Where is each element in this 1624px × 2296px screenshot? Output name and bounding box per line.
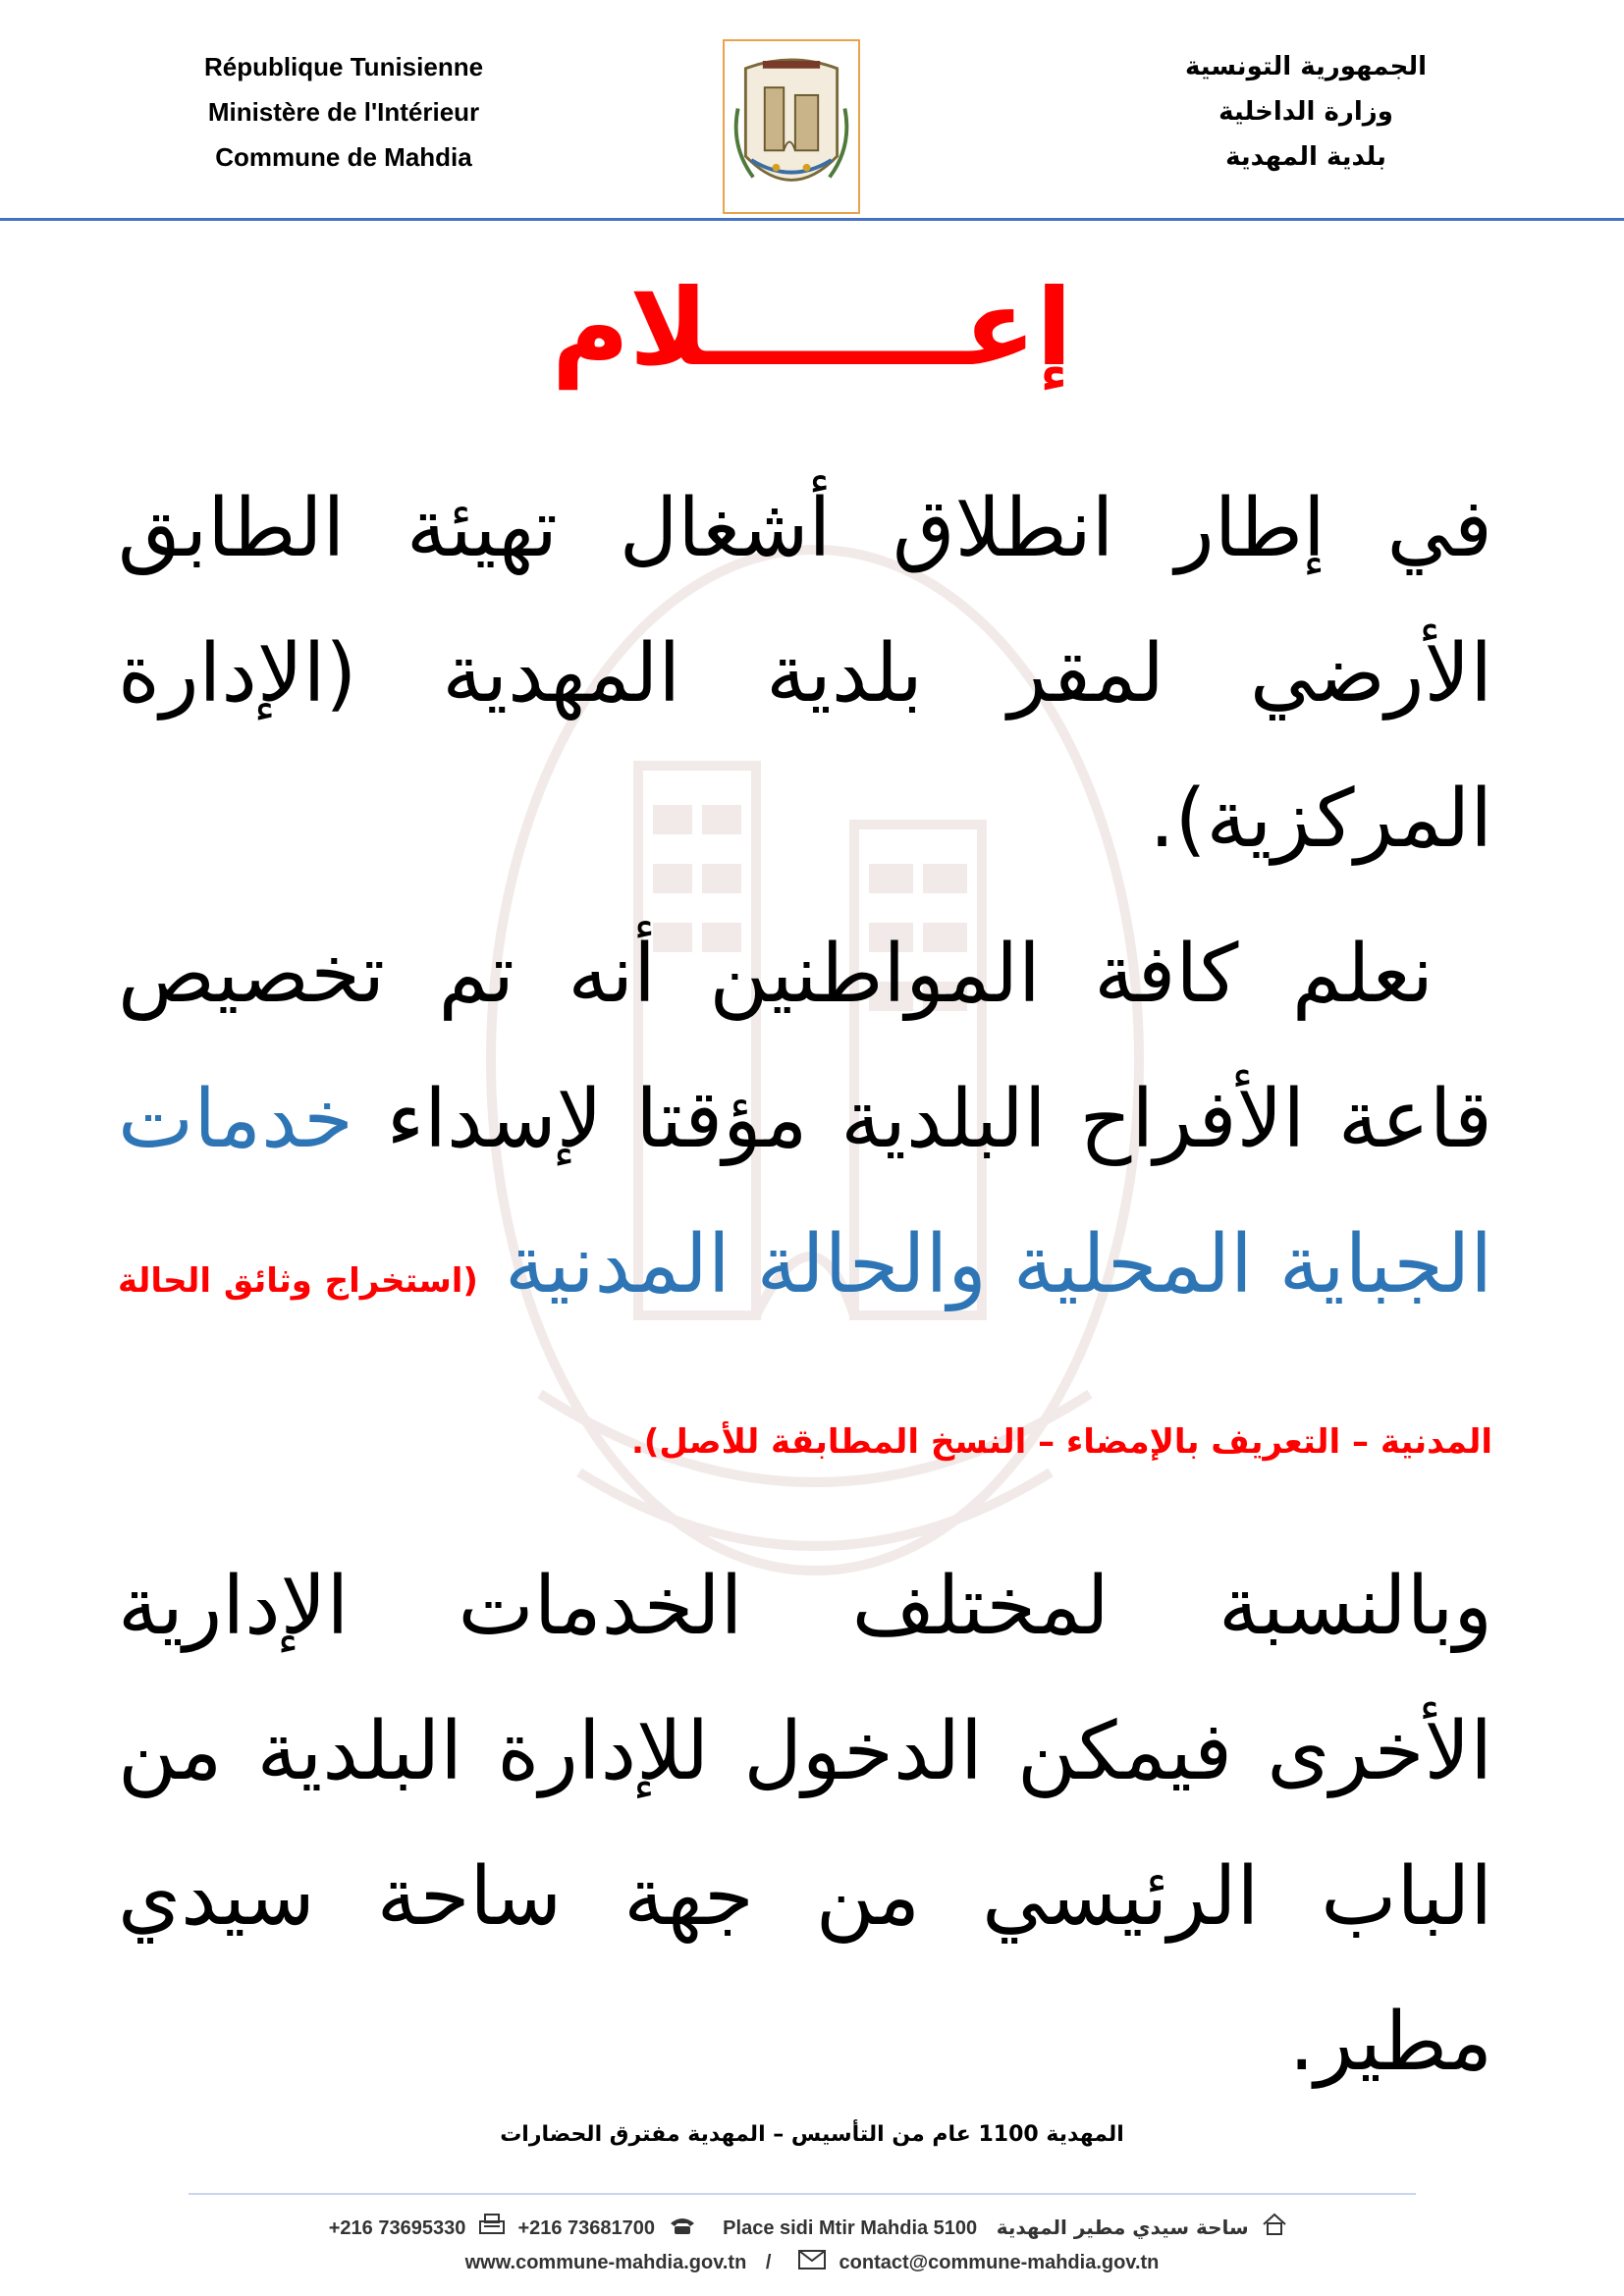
footer-phone-2: +216 73681700 [517,2217,656,2239]
header-divider [0,218,1624,221]
header-ar-ministry: وزارة الداخلية [1218,97,1393,127]
notice-body [118,456,1492,2115]
header-ar-commune: بلدية المهدية [1225,142,1386,172]
header-fr-republic: République Tunisienne [203,52,484,81]
services-highlight: خدمات الجباية المحلية والحالة المدنية [118,1073,1493,1311]
footer-contact-line [0,2213,1624,2245]
mail-icon [798,2249,826,2278]
header-french-block [128,44,560,180]
header-arabic-block [1100,44,1512,180]
home-icon [1262,2213,1287,2245]
paragraph-other-services: وبالنسبة لمختلف الخدمات الإدارية الأخرى فيمكن الدخول للإدارة البلدية من الباب الرئيسي من جهة ساحة سيدي مطير. [118,1560,1492,2089]
letterhead [0,0,1624,221]
header-fr-commune: Commune de Mahdia [215,142,472,172]
paragraph-works: في إطار انطلاق أشغال تهيئة الطابق الأرضي لمقر بلدية المهدية (الإدارة المركزية). [118,482,1492,866]
documents-note: (استخراج وثائق الحالة المدنية – التعريف بالإمضاء – النسخ المطابقة للأصل). [118,1261,1492,1462]
footer-phone-1: +216 73695330 [328,2217,466,2239]
footer-email[interactable]: contact@commune-mahdia.gov.tn [839,2252,1160,2273]
paragraph-temporary-hall [118,902,1492,1515]
footer-address-fr: Place sidi Mtir Mahdia 5100 [723,2217,978,2239]
header-ar-republic: الجمهورية التونسية [1184,52,1428,81]
municipality-emblem-icon [723,39,860,214]
footer-website[interactable]: www.commune-mahdia.gov.tn [464,2252,747,2273]
footer-motto: المهدية 1100 عام من التأسيس – المهدية مفترق الحضارات [500,2122,1124,2147]
footer-address-ar: ساحة سيدي مطير المهدية [996,2216,1249,2239]
header-fr-ministry: Ministère de l'Intérieur [207,97,480,127]
footer-divider [189,2193,1416,2195]
fax-icon [479,2214,505,2244]
footer-separator: / [765,2252,772,2273]
footer-web-line [0,2248,1624,2278]
notice-title: إعـــــــلام [551,267,1073,390]
paragraph-temporary-hall-text: نعلم كافة المواطنين أنه تم تخصيص قاعة الأفراح البلدية مؤقتا لإسداء [118,928,1492,1166]
phone-icon [669,2215,696,2244]
